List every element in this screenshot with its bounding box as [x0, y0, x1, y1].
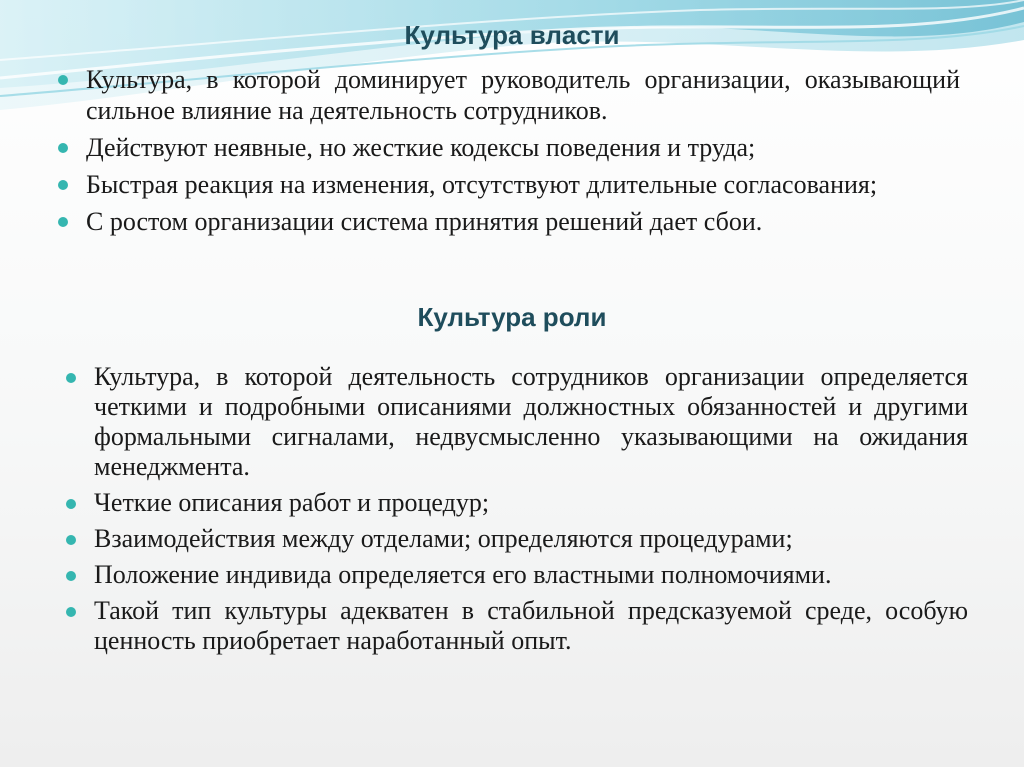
- list-item: [66, 488, 968, 518]
- list-item: [58, 169, 960, 200]
- list-item: [66, 362, 968, 482]
- list-item-text: Взаимодействия между отделами; определяются процедурами;: [94, 524, 793, 553]
- list-item-text: С ростом организации система принятия решений дает сбои.: [86, 207, 763, 236]
- bullet-icon: [66, 499, 76, 509]
- list-item-text: Быстрая реакция на изменения, отсутствуют длительные согласования;: [86, 170, 878, 199]
- bullet-icon: [58, 217, 68, 227]
- role-culture-list: [66, 362, 968, 662]
- list-item-text: Такой тип культуры адекватен в стабильной предсказуемой среде, особую ценность приобретает наработанный опыт.: [94, 596, 968, 655]
- bullet-icon: [66, 535, 76, 545]
- section-title-role-culture: Культура роли: [417, 302, 607, 332]
- list-item-text: Культура, в которой деятельность сотрудников организации определяется четкими и подробными описаниями должностных обязанностей и другими формальными сигналами, недвусмысленно указывающими на ожидания менеджмента.: [94, 362, 968, 481]
- list-item: [58, 132, 960, 163]
- bullet-icon: [58, 143, 68, 153]
- bullet-icon: [66, 373, 76, 383]
- list-item-text: Положение индивида определяется его властными полномочиями.: [94, 560, 832, 589]
- bullet-icon: [58, 180, 68, 190]
- bullet-icon: [58, 75, 68, 85]
- list-item: [66, 596, 968, 656]
- bullet-icon: [66, 571, 76, 581]
- list-item: [58, 206, 960, 237]
- power-culture-list: [58, 64, 960, 243]
- list-item-text: Действуют неявные, но жесткие кодексы поведения и труда;: [86, 133, 756, 162]
- list-item: [66, 560, 968, 590]
- bullet-icon: [66, 607, 76, 617]
- list-item: [58, 64, 960, 126]
- list-item-text: Четкие описания работ и процедур;: [94, 488, 490, 517]
- list-item: [66, 524, 968, 554]
- list-item-text: Культура, в которой доминирует руководитель организации, оказывающий сильное влияние на деятельность сотрудников.: [86, 65, 960, 125]
- section-title-power-culture: Культура власти: [404, 20, 620, 50]
